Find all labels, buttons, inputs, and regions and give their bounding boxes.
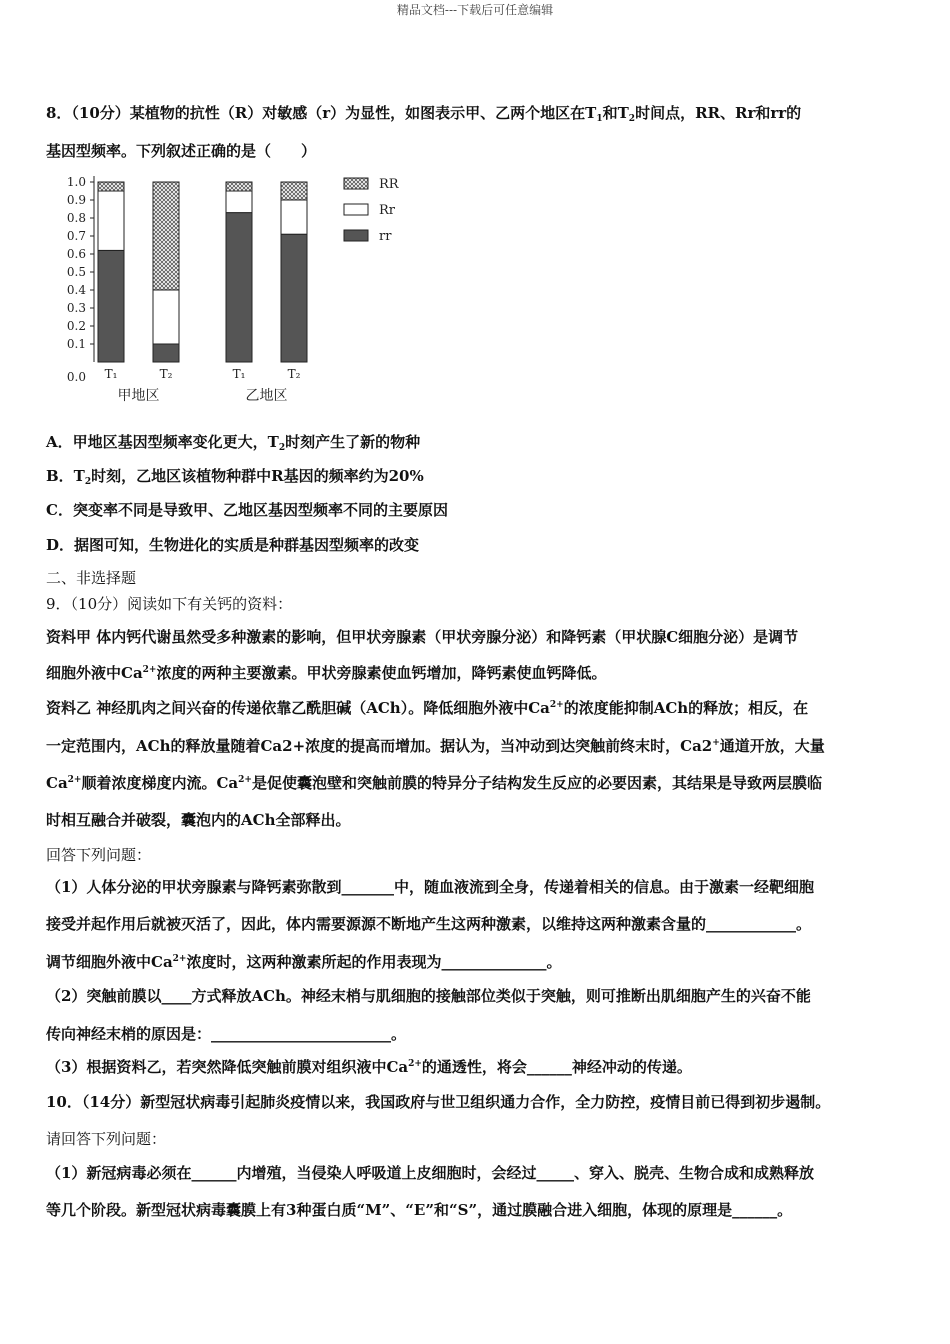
option-d: D．据图可知，生物进化的实质是种群基因型频率的改变 xyxy=(46,536,420,554)
q9-line2: 资料甲 体内钙代谢虽然受多种激素的影响，但甲状旁腺素（甲状旁腺分泌）和降钙素（甲状腺C细胞分泌）是调节 xyxy=(46,628,799,646)
bar-segment-RR-3 xyxy=(226,182,252,191)
genotype-frequency-chart xyxy=(46,170,426,410)
section-title: 二、非选择题 xyxy=(46,569,137,587)
bar-segment-Rr-2 xyxy=(153,290,179,344)
q9-line5: 一定范围内，ACh的释放量随着Ca2+浓度的提高而增加。据认为，当冲动到达突触前终末时，Ca2+通道开放，大量 xyxy=(46,737,825,755)
bar-segment-rr-4 xyxy=(281,234,307,362)
x-tick-label: T₂ xyxy=(287,367,301,381)
q9-line11: 调节细胞外液中$Ca^{2+}$浓度时，这两种激素所起的作用表现为______________。 xyxy=(46,953,562,971)
y-origin-label: 0.0 xyxy=(66,370,86,384)
legend-swatch-Rr xyxy=(344,204,368,215)
bar-segment-rr-3 xyxy=(226,213,252,362)
y-tick-label: 0.1 xyxy=(66,337,86,351)
legend-swatch-RR xyxy=(344,178,368,189)
bar-segment-Rr-1 xyxy=(98,191,124,250)
q10-line2: 请回答下列问题： xyxy=(46,1130,167,1148)
q8-line1: 8．（10分）某植物的抗性（R）对敏感（r）为显性，如图表示甲、乙两个地区在$T_1$和$T_2$时间点，RR、Rr和rr的 xyxy=(46,104,802,124)
legend-swatch-rr xyxy=(344,230,368,241)
group-label: 甲地区 xyxy=(117,388,160,404)
option-c: C．突变率不同是导致甲、乙地区基因型频率不同的主要原因 xyxy=(46,501,448,519)
q9-line8: 回答下列问题： xyxy=(46,846,152,864)
y-tick-label: 0.6 xyxy=(66,247,86,261)
y-tick-label: 1.0 xyxy=(66,175,86,189)
bar-segment-rr-2 xyxy=(153,344,179,362)
q9-line13: 传向神经末梢的原因是：________________________。 xyxy=(46,1025,407,1043)
option-a: A．甲地区基因型频率变化更大，$T_2$时刻产生了新的物种 xyxy=(46,433,421,453)
q10-line3: （1）新冠病毒必须在______内增殖，当侵染人呼吸道上皮细胞时，会经过_____、穿入、脱壳、生物合成和成熟释放 xyxy=(46,1164,814,1182)
legend-label: rr xyxy=(379,229,392,244)
x-tick-label: T₁ xyxy=(232,367,246,381)
bar-segment-RR-2 xyxy=(153,182,179,290)
q9-line10: 接受并起作用后就被灭活了，因此，体内需要源源不断地产生这两种激素，以维持这两种激素含量的____________。 xyxy=(46,915,812,933)
q8-line2: 基因型频率。下列叙述正确的是（ ） xyxy=(46,142,317,160)
legend-label: Rr xyxy=(379,203,396,218)
option-b: B．$T_2$时刻，乙地区该植物种群中R基因的频率约为20% xyxy=(46,467,424,487)
q10-line1: 10．（14分）新型冠状病毒引起肺炎疫情以来，我国政府与世卫组织通力合作，全力防控，疫情目前已得到初步遏制。 xyxy=(46,1093,831,1111)
y-tick-label: 0.2 xyxy=(66,319,86,333)
q9-line1: 9．（10分）阅读如下有关钙的资料： xyxy=(46,595,293,613)
q9-line4: 资料乙 神经肌肉之间兴奋的传递依靠乙酰胆碱（ACh）。降低细胞外液中$Ca^{2+}$的浓度能抑制ACh的释放；相反，在 xyxy=(46,699,809,717)
bar-segment-RR-4 xyxy=(281,182,307,200)
y-tick-label: 0.7 xyxy=(66,229,86,243)
q9-line9: （1）人体分泌的甲状旁腺素与降钙素弥散到_______中，随血液流到全身，传递着相关的信息。由于激素一经靶细胞 xyxy=(46,878,814,896)
x-tick-label: T₂ xyxy=(159,367,173,381)
x-tick-label: T₁ xyxy=(104,367,118,381)
y-tick-label: 0.5 xyxy=(66,265,86,279)
y-tick-label: 0.3 xyxy=(66,301,86,315)
y-tick-label: 0.9 xyxy=(66,193,86,207)
q10-line4: 等几个阶段。新型冠状病毒囊膜上有3种蛋白质“M”、“E”和“S”，通过膜融合进入细胞，体现的原理是______。 xyxy=(46,1201,793,1219)
page-header: 精品文档---下载后可任意编辑 xyxy=(396,3,554,17)
y-tick-label: 0.8 xyxy=(66,211,86,225)
bar-segment-RR-1 xyxy=(98,182,124,191)
q9-line6: $Ca^{2+}$顺着浓度梯度内流。$Ca^{2+}$是促使囊泡壁和突触前膜的特异分子结构发生反应的必要因素，其结果是导致两层膜临 xyxy=(46,774,822,792)
bar-segment-Rr-4 xyxy=(281,200,307,234)
bar-segment-Rr-3 xyxy=(226,191,252,213)
q9-line7: 时相互融合并破裂，囊泡内的ACh全部释出。 xyxy=(46,811,351,829)
bar-segment-rr-1 xyxy=(98,250,124,362)
y-tick-label: 0.4 xyxy=(66,283,86,297)
legend-label: RR xyxy=(379,177,399,192)
q9-line12: （2）突触前膜以____方式释放ACh。神经末梢与肌细胞的接触部位类似于突触，则可推断出肌细胞产生的兴奋不能 xyxy=(46,987,811,1005)
q9-line14: （3）根据资料乙，若突然降低突触前膜对组织液中$Ca^{2+}$的通透性，将会______神经冲动的传递。 xyxy=(46,1058,692,1076)
group-label: 乙地区 xyxy=(245,388,288,404)
q9-line3: 细胞外液中$Ca^{2+}$浓度的两种主要激素。甲状旁腺素使血钙增加，降钙素使血钙降低。 xyxy=(46,664,607,682)
